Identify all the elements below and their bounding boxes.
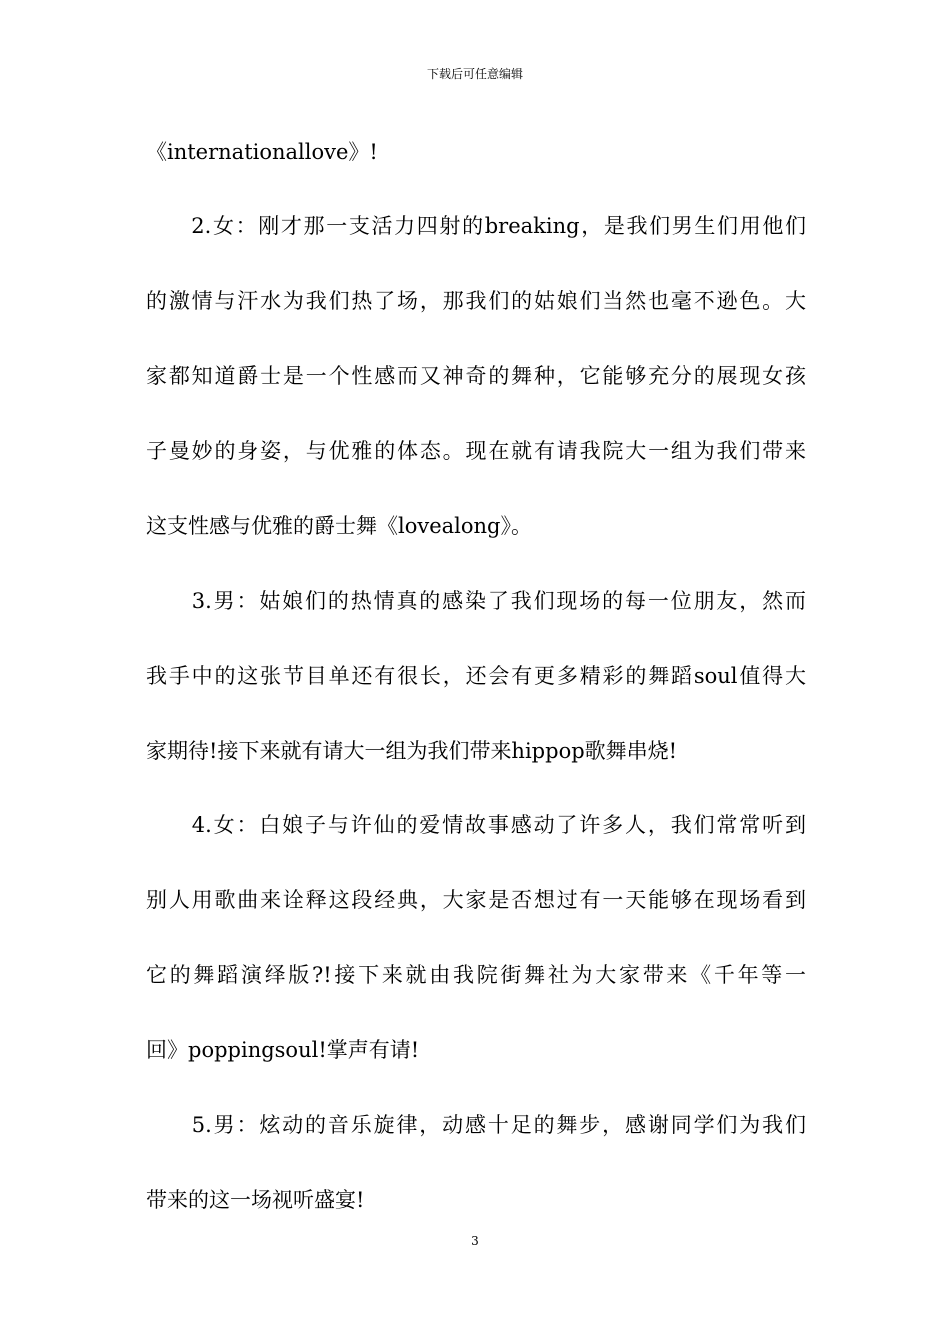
text-line: 的激情与汗水为我们热了场，那我们的姑娘们当然也毫不逊色。大 xyxy=(146,289,806,313)
text-line: 5.男：炫动的音乐旋律，动感十足的舞步，感谢同学们为我们 xyxy=(146,1113,806,1137)
text-line: 这支性感与优雅的爵士舞《lovealong》。 xyxy=(146,514,532,538)
text-line: 别人用歌曲来诠释这段经典，大家是否想过有一天能够在现场看到 xyxy=(146,888,806,912)
page-header-note: 下载后可任意编辑 xyxy=(426,67,523,81)
text-line: 回》poppingsoul!掌声有请! xyxy=(146,1038,420,1062)
text-line: 我手中的这张节目单还有很长，还会有更多精彩的舞蹈soul值得大 xyxy=(146,664,806,688)
page-number: 3 xyxy=(471,1234,479,1248)
text-line: 2.女：刚才那一支活力四射的breaking，是我们男生们用他们 xyxy=(146,214,806,238)
text-line: 它的舞蹈演绎版?!接下来就由我院街舞社为大家带来《千年等一 xyxy=(146,963,806,987)
text-line: 家都知道爵士是一个性感而又神奇的舞种，它能够充分的展现女孩 xyxy=(146,364,806,388)
text-line: 带来的这一场视听盛宴! xyxy=(146,1188,365,1212)
text-line: 4.女：白娘子与许仙的爱情故事感动了许多人，我们常常听到 xyxy=(146,813,806,837)
text-line: 家期待!接下来就有请大一组为我们带来hippop歌舞串烧! xyxy=(146,739,678,763)
text-line: 《internationallove》! xyxy=(146,140,378,164)
text-line: 子曼妙的身姿，与优雅的体态。现在就有请我院大一组为我们带来 xyxy=(146,439,806,463)
text-line: 3.男：姑娘们的热情真的感染了我们现场的每一位朋友，然而 xyxy=(146,589,806,613)
